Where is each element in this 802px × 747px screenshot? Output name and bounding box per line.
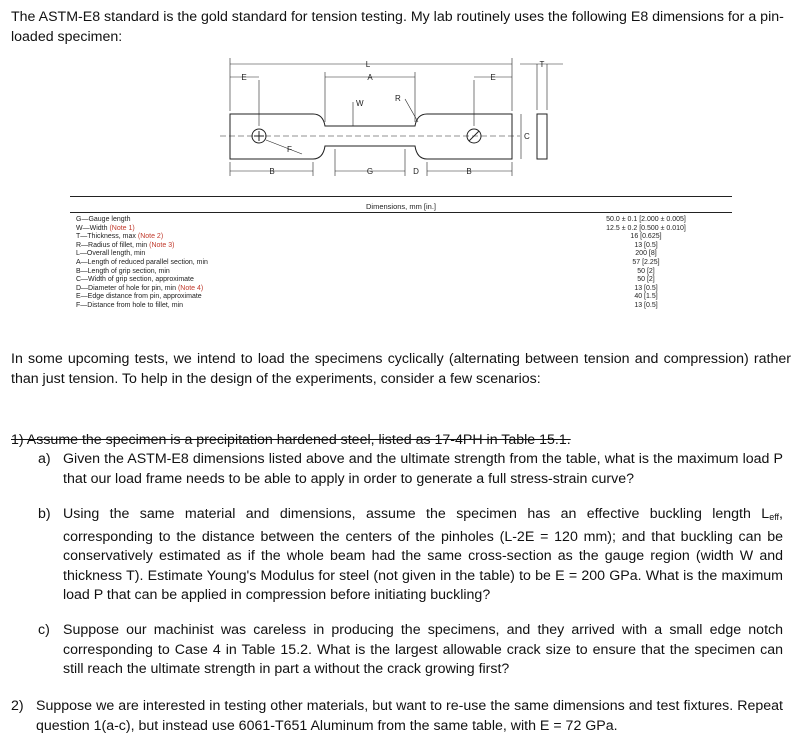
label-C: C — [524, 132, 530, 141]
dimension-label: W—Width (Note 1) — [76, 224, 135, 232]
table-row — [76, 293, 726, 302]
question-text: Suppose our machinist was careless in producing the specimens, and they arrived with a small edge notch corresponding to Case 4 in Table 15.2. What is the largest allowable crack size to ensure that the specimen can still reach the ultimate strength in part a without the crack growing first? — [63, 622, 783, 677]
question-text: Suppose we are interested in testing other materials, but want to re-use the same dimensions and test fixtures. Repeat question 1(a-c), but instead use 6061-T651 Aluminum from the same table, with E = 72 GPa. — [36, 698, 783, 734]
dimension-value: 50 [2] — [637, 276, 655, 284]
label-T: T — [539, 60, 545, 69]
dimension-note: (Note 2) — [137, 233, 164, 241]
specimen-diagram — [215, 56, 565, 196]
dimension-value: 50 [2] — [637, 267, 655, 275]
label-W: W — [356, 99, 364, 108]
dimension-label: A—Length of reduced parallel section, min — [76, 258, 208, 266]
dimension-value: 13 [0.5] — [634, 241, 658, 249]
table-header: Dimensions, mm [in.] — [365, 202, 437, 211]
specimen-outline — [230, 114, 512, 159]
dimension-label: L—Overall length, min — [76, 250, 146, 258]
label-F: F — [287, 145, 292, 154]
table-row — [76, 268, 726, 277]
question-label: 2) — [11, 698, 24, 714]
dimension-label: E—Edge distance from pin, approximate — [76, 293, 202, 301]
dimension-note: (Note 1) — [109, 224, 135, 232]
question-label: a) — [38, 451, 51, 467]
intro-paragraph: The ASTM-E8 standard is the gold standard for tension testing. My lab routinely uses the following E8 dimensions for a pin-loaded specimen: — [11, 9, 784, 45]
label-D: D — [413, 167, 419, 176]
label-R: R — [395, 94, 401, 103]
dimension-value: 16 [0.625] — [630, 233, 662, 241]
label-B-left: B — [269, 167, 275, 176]
question-label: b) — [38, 506, 51, 522]
dimension-note: (Note 3) — [149, 241, 175, 249]
label-A: A — [367, 73, 373, 82]
dimension-label: D—Diameter of hole for pin, min (Note 4) — [76, 284, 204, 292]
table-row — [76, 285, 726, 294]
table-row — [76, 233, 726, 242]
table-row — [76, 242, 726, 251]
dimension-value: 50.0 ± 0.1 [2.000 ± 0.005] — [606, 216, 686, 223]
question-1-struck: 1) Assume the specimen is a precipitation hardened steel, listed as 17-4PH in Table 15.1. — [11, 432, 571, 448]
question-text: Given the ASTM-E8 dimensions listed above and the ultimate strength from the table, what is the maximum load P that our load frame needs to be able to apply in order to generate a full stress-strain curve? — [63, 451, 783, 487]
table-row — [76, 259, 726, 268]
table-row — [76, 225, 726, 234]
table-row — [76, 250, 726, 259]
dimension-note: (Note 4) — [177, 284, 204, 292]
label-B-right: B — [466, 167, 472, 176]
dimension-value: 200 [8] — [635, 250, 657, 258]
question-label: c) — [38, 622, 50, 638]
dimension-value: 40 [1.5] — [634, 293, 658, 301]
label-E-left: E — [241, 73, 247, 82]
question-text: Using the same material and dimensions, assume the specimen has an effective buckling length $L_{eff}$, corresponding to the distance between the centers of the pinholes (L-2E = 120 mm); and that buckling can be conservatively estimated as if the whole beam had the same cross-section as the gauge region (width W and thickness T). Estimate Young's Modulus for steel (not given in the table) to be E = 200 GPa. What is the maximum load P that can be applied in compression before initiating buckling? — [63, 506, 783, 603]
dimension-label: B—Length of grip section, min — [76, 267, 170, 275]
dimension-value: 13 [0.5] — [634, 301, 658, 309]
scenario-paragraph: In some upcoming tests, we intend to load the specimens cyclically (alternating between tension and compression) rather than just tension. To help in the design of the experiments, consider a few scenarios: — [11, 351, 791, 387]
dimensions-table — [70, 196, 732, 334]
dimension-label: T—Thickness, max (Note 2) — [76, 233, 164, 241]
end-view — [537, 114, 547, 159]
dimension-value: 57 [2.25] — [632, 258, 660, 266]
dimension-value: 13 [0.5] — [634, 284, 658, 292]
table-row — [76, 216, 726, 225]
dimension-value: 12.5 ± 0.2 [0.500 ± 0.010] — [606, 224, 686, 232]
label-E-right: E — [490, 73, 496, 82]
label-L: L — [365, 60, 371, 69]
dimension-label: G—Gauge length — [76, 216, 131, 223]
dimension-label: F—Distance from hole to fillet, min — [76, 301, 183, 309]
table-row — [76, 276, 726, 285]
dimension-label: C—Width of grip section, approximate — [76, 276, 194, 284]
dimension-label: R—Radius of fillet, min (Note 3) — [76, 241, 175, 249]
table-row — [76, 302, 726, 311]
label-G: G — [366, 167, 374, 176]
